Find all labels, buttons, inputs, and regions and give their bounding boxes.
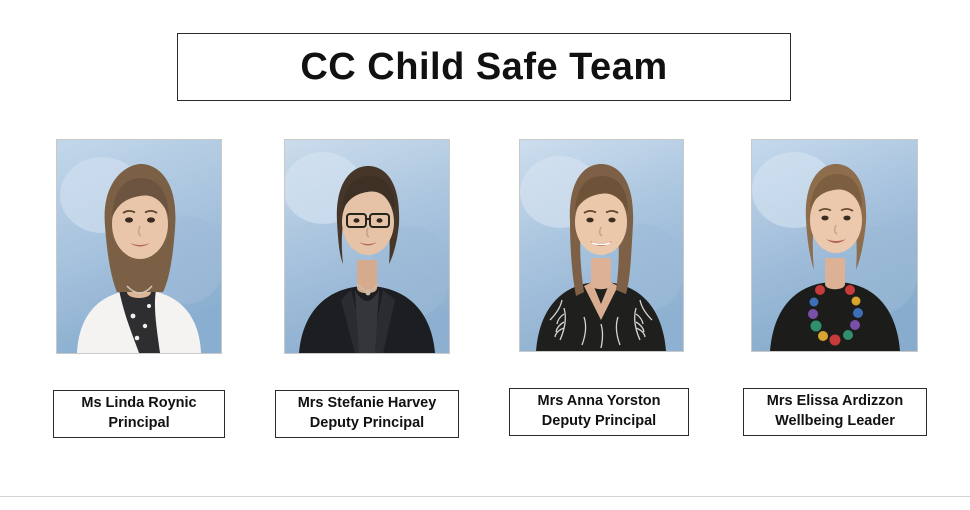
- member-role: Principal: [108, 415, 170, 431]
- name-box-1: [53, 390, 225, 438]
- portrait-anna-yorston-image: [520, 140, 683, 351]
- name-box-3: [509, 388, 689, 436]
- member-name: Mrs Elissa Ardizzon: [766, 393, 904, 410]
- footer-divider: [0, 496, 970, 497]
- portrait-photo-3: [519, 139, 684, 352]
- member-name: Mrs Stefanie Harvey: [297, 395, 437, 412]
- portrait-elissa-ardizzon-image: [752, 140, 917, 351]
- page-title: CC Child Safe Team: [300, 46, 668, 88]
- name-box-4: [743, 388, 927, 436]
- member-role: Deputy Principal: [309, 415, 425, 431]
- member-role: Wellbeing Leader: [775, 413, 895, 429]
- portrait-stefanie-harvey-image: [285, 140, 449, 353]
- portrait-photo-1: [56, 139, 222, 354]
- member-name: Ms Linda Roynic: [81, 395, 197, 412]
- portrait-linda-roynic-image: [57, 140, 221, 353]
- member-role: Deputy Principal: [541, 413, 657, 429]
- portrait-photo-2: [284, 139, 450, 354]
- name-box-2: [275, 390, 459, 438]
- portrait-photo-4: [751, 139, 918, 352]
- member-name: Mrs Anna Yorston: [537, 393, 661, 410]
